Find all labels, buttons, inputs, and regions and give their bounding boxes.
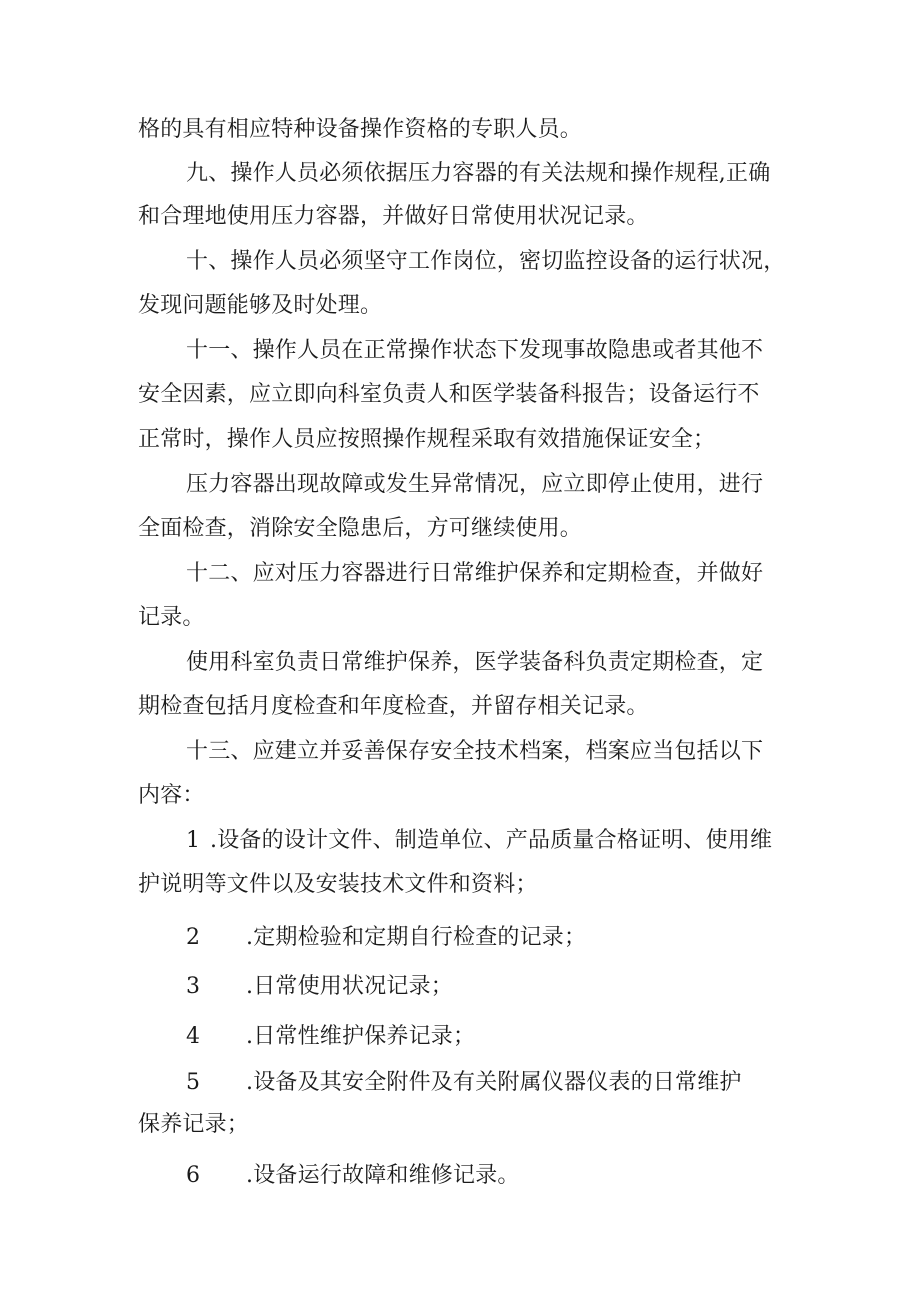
list-item-number: 3 (186, 974, 201, 999)
paragraph-line: 期检查包括月度检查和年度检查，并留存相关记录。 (138, 694, 649, 719)
paragraph-line: 十三、应建立并妥善保存安全技术档案，档案应当包括以下 (186, 739, 764, 764)
list-item (186, 1068, 742, 1098)
paragraph-line: 十一、操作人员在正常操作状态下发现事故隐患或者其他不 (186, 338, 764, 363)
paragraph-line: 压力容器出现故障或发生异常情况，应立即停止使用，进行 (186, 472, 764, 497)
list-item-continuation: 保养记录； (138, 1112, 250, 1137)
paragraph-line: 格的具有相应特种设备操作资格的专职人员。 (138, 117, 583, 142)
paragraph-line: 和合理地使用压力容器，并做好日常使用状况记录。 (138, 204, 649, 229)
list-item-number: 6 (186, 1163, 201, 1188)
list-item-number: 1 (186, 828, 201, 853)
list-item-text: .设备的设计文件、制造单位、产品质量合格证明、使用维 (210, 828, 773, 853)
list-item (186, 1161, 520, 1191)
list-item-continuation: 护说明等文件以及安装技术文件和资料； (138, 872, 538, 897)
list-item-text: .设备及其安全附件及有关附属仪器仪表的日常维护 (246, 1070, 742, 1095)
paragraph-line: 安全因素，应立即向科室负责人和医学装备科报告；设备运行不 (138, 382, 760, 407)
paragraph-line: 记录。 (138, 605, 205, 630)
list-item-text: .设备运行故障和维修记录。 (246, 1163, 520, 1188)
list-item (186, 923, 586, 953)
list-item-text: .定期检验和定期自行检查的记录； (246, 925, 587, 950)
list-item (186, 826, 772, 856)
paragraph-line: 十、操作人员必须坚守工作岗位，密切监控设备的运行状况， (186, 249, 786, 274)
list-item-number: 5 (186, 1070, 201, 1095)
paragraph-line: 内容： (138, 783, 205, 808)
paragraph-line: 发现问题能够及时处理。 (138, 293, 383, 318)
list-item (186, 1022, 475, 1052)
paragraph-line: 全面检查，消除安全隐患后，方可继续使用。 (138, 516, 583, 541)
list-item (186, 972, 453, 1002)
paragraph-line: 正常时，操作人员应按照操作规程采取有效措施保证安全； (138, 427, 716, 452)
paragraph-line: 十二、应对压力容器进行日常维护保养和定期检查，并做好 (186, 561, 764, 586)
list-item-text: .日常使用状况记录； (246, 974, 453, 999)
paragraph-line: 使用科室负责日常维护保养，医学装备科负责定期检查，定 (186, 650, 764, 675)
list-item-text: .日常性维护保养记录； (246, 1024, 476, 1049)
list-item-number: 2 (186, 925, 201, 950)
paragraph-line: 九、操作人员必须依据压力容器的有关法规和操作规程,正确 (186, 161, 771, 186)
list-item-number: 4 (186, 1024, 201, 1049)
